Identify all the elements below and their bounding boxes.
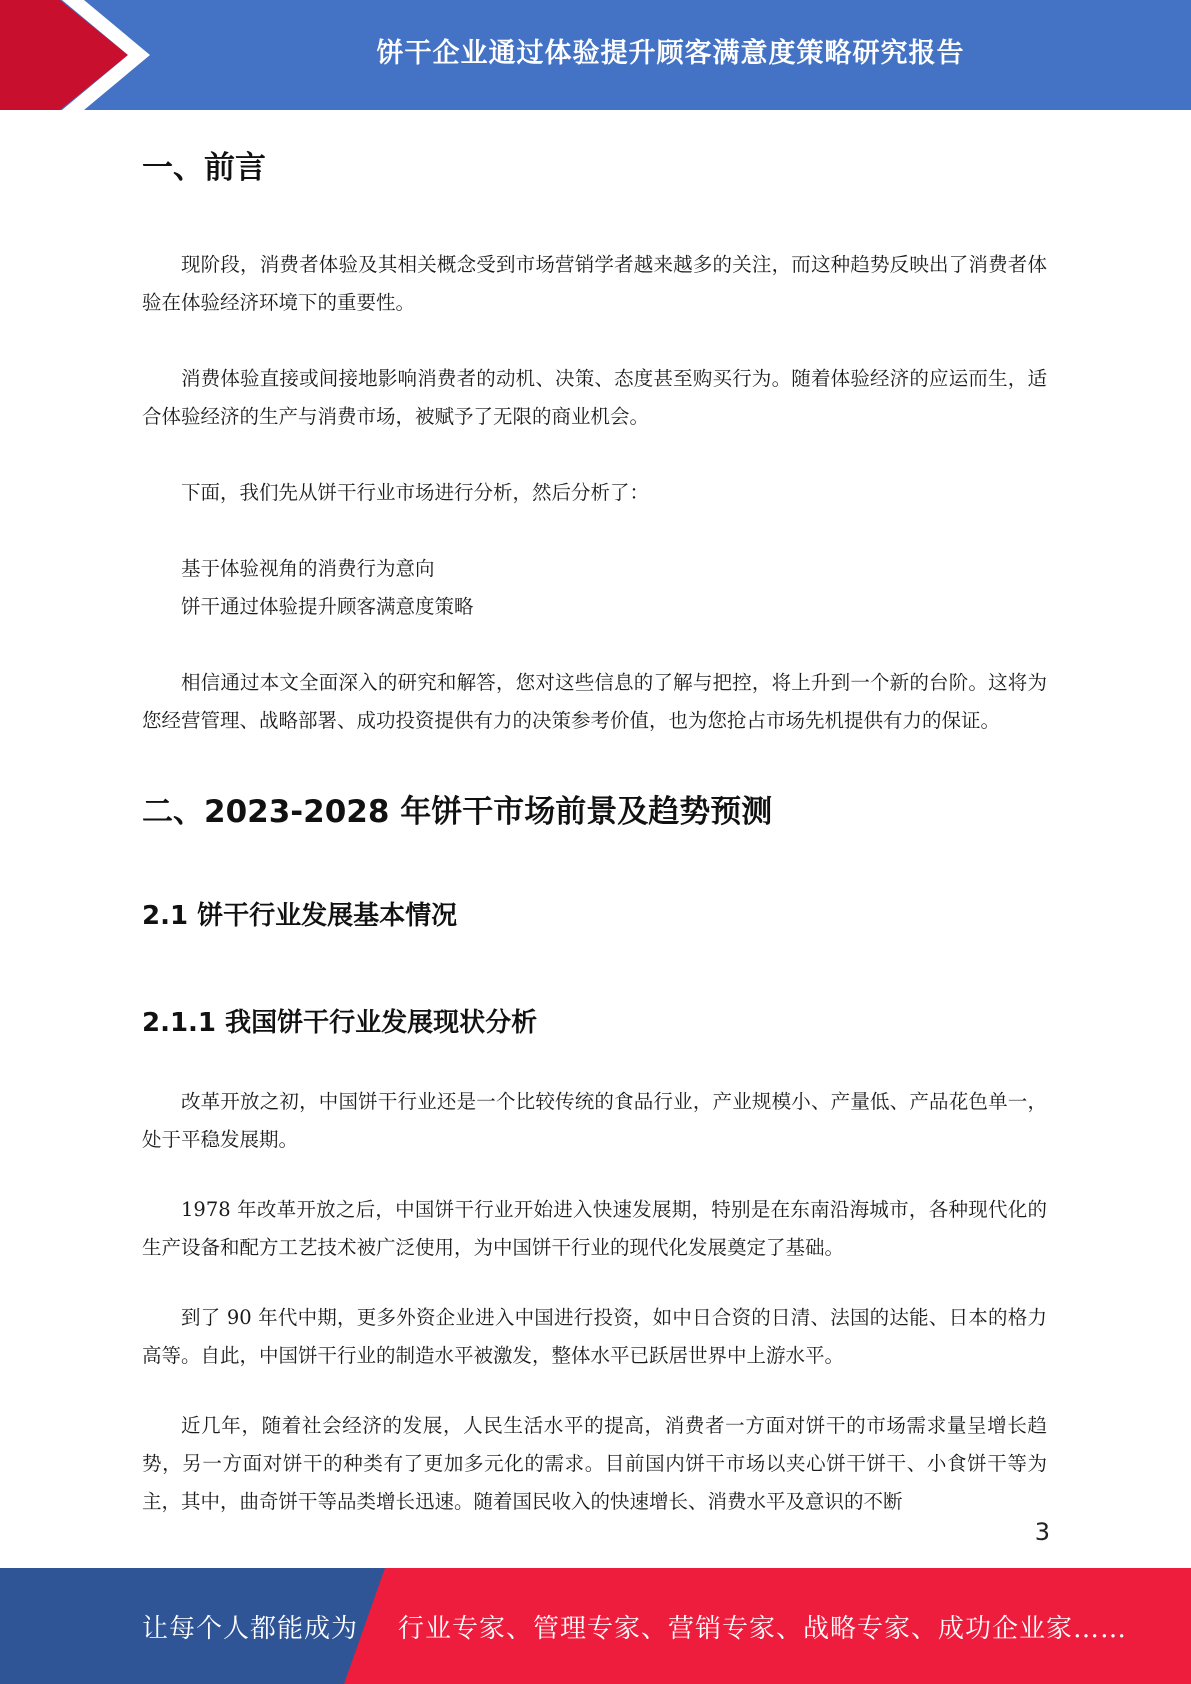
page-number: 3 [1034,1518,1050,1546]
paragraph: 下面，我们先从饼干行业市场进行分析，然后分析了： [181,481,650,504]
section-heading-preface: 一、前言 [142,150,266,186]
header-band [0,0,1191,110]
report-title: 饼干企业通过体验提升顾客满意度策略研究报告 [376,37,965,69]
subsection-heading: 2.1.1 我国饼干行业发展现状分析 [142,1008,538,1038]
paragraph: 改革开放之初，中国饼干行业还是一个比较传统的食品行业，产业规模小、产量低、产品花色单一，处于平稳发展期。 [142,1090,1047,1151]
document-body [142,132,1047,1521]
footer-slogan-left: 让每个人都能成为 [142,1613,359,1644]
list-item: 饼干通过体验提升顾客满意度策略 [181,595,474,618]
subsection-heading: 2.1 饼干行业发展基本情况 [142,901,458,931]
paragraph: 相信通过本文全面深入的研究和解答，您对这些信息的了解与把控，将上升到一个新的台阶。这将为您经营管理、战略部署、成功投资提供有力的决策参考价值，也为您抢占市场先机提供有力的保证。 [142,671,1047,732]
section-heading-forecast: 二、2023-2028 年饼干市场前景及趋势预测 [142,794,773,830]
footer-slogan-right: 行业专家、管理专家、营销专家、战略专家、成功企业家…… [398,1613,1128,1644]
paragraph: 1978 年改革开放之后，中国饼干行业开始进入快速发展期，特别是在东南沿海城市，各种现代化的生产设备和配方工艺技术被广泛使用，为中国饼干行业的现代化发展奠定了基础。 [142,1198,1047,1259]
footer-band [0,1568,1191,1684]
paragraph: 现阶段，消费者体验及其相关概念受到市场营销学者越来越多的关注，而这种趋势反映出了消费者体验在体验经济环境下的重要性。 [142,253,1047,314]
paragraph: 消费体验直接或间接地影响消费者的动机、决策、态度甚至购买行为。随着体验经济的应运而生，适合体验经济的生产与消费市场，被赋予了无限的商业机会。 [142,367,1047,428]
paragraph: 到了 90 年代中期，更多外资企业进入中国进行投资，如中日合资的日清、法国的达能、日本的格力高等。自此，中国饼干行业的制造水平被激发，整体水平已跃居世界中上游水平。 [142,1306,1047,1367]
paragraph: 近几年，随着社会经济的发展，人民生活水平的提高，消费者一方面对饼干的市场需求量呈增长趋势，另一方面对饼干的种类有了更加多元化的需求。目前国内饼干市场以夹心饼干饼干、小食饼干等为主，其中，曲奇饼干等品类增长迅速。随着国民收入的快速增长、消费水平及意识的不断 [142,1414,1047,1513]
list-item: 基于体验视角的消费行为意向 [181,557,435,580]
